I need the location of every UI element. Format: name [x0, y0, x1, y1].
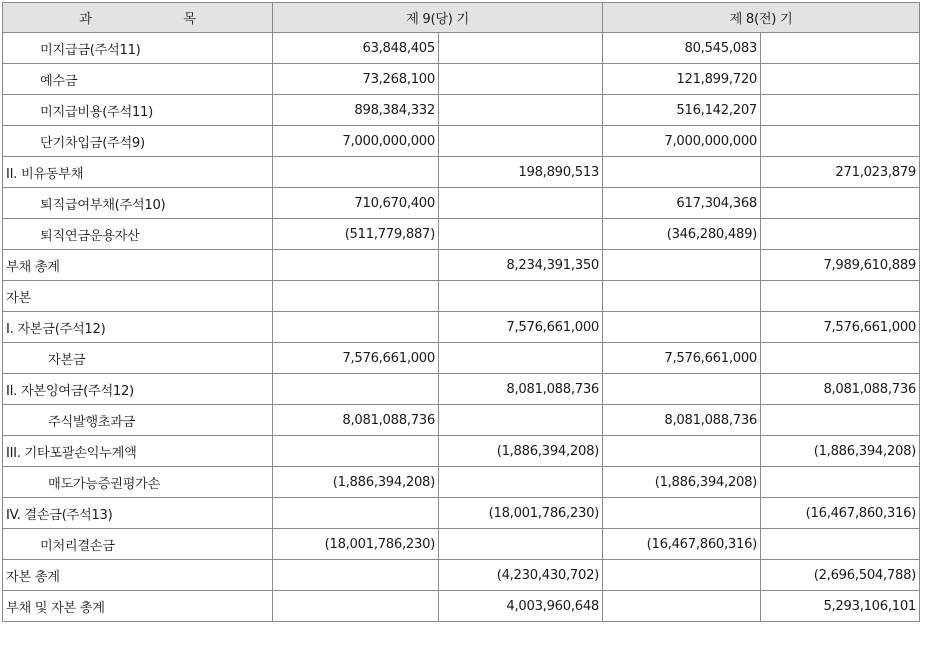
prior-detail-cell: 8,081,088,736: [603, 405, 761, 436]
prior-detail-cell: [603, 281, 761, 312]
account-header-left: 과: [79, 12, 92, 27]
account-label-cell: III. 기타포괄손익누계액: [3, 436, 273, 467]
table-row: [3, 33, 920, 64]
prior-total-cell: [761, 343, 920, 374]
current-detail-cell: 63,848,405: [273, 33, 439, 64]
table-row: [3, 343, 920, 374]
account-label-cell: 퇴직연금운용자산: [3, 219, 273, 250]
table-row: [3, 157, 920, 188]
account-label-cell: II. 자본잉여금(주석12): [3, 374, 273, 405]
account-label-cell: IV. 결손금(주석13): [3, 498, 273, 529]
account-label-cell: I. 자본금(주석12): [3, 312, 273, 343]
table-row: [3, 498, 920, 529]
account-label-cell: II. 비유동부채: [3, 157, 273, 188]
current-total-cell: [439, 188, 603, 219]
current-total-cell: [439, 126, 603, 157]
prior-total-cell: 7,576,661,000: [761, 312, 920, 343]
current-total-cell: [439, 95, 603, 126]
current-total-cell: [439, 343, 603, 374]
table-row: [3, 95, 920, 126]
table-row: [3, 64, 920, 95]
account-label-cell: 부채 및 자본 총계: [3, 591, 273, 622]
current-detail-cell: [273, 560, 439, 591]
prior-total-cell: [761, 405, 920, 436]
prior-total-cell: [761, 281, 920, 312]
current-period-header: 제 9(당) 기: [273, 3, 603, 33]
prior-detail-cell: 617,304,368: [603, 188, 761, 219]
current-detail-cell: 7,000,000,000: [273, 126, 439, 157]
current-total-cell: [439, 33, 603, 64]
table-row: [3, 312, 920, 343]
account-label-cell: 미처리결손금: [3, 529, 273, 560]
prior-detail-cell: (16,467,860,316): [603, 529, 761, 560]
current-detail-cell: (1,886,394,208): [273, 467, 439, 498]
prior-total-cell: [761, 467, 920, 498]
prior-total-cell: (16,467,860,316): [761, 498, 920, 529]
table-body: [3, 33, 920, 622]
prior-detail-cell: [603, 591, 761, 622]
current-total-cell: [439, 64, 603, 95]
table-header-row: [3, 3, 920, 33]
current-total-cell: (4,230,430,702): [439, 560, 603, 591]
prior-total-cell: 7,989,610,889: [761, 250, 920, 281]
prior-total-cell: [761, 33, 920, 64]
account-label-cell: 미지급비용(주석11): [3, 95, 273, 126]
prior-detail-cell: [603, 250, 761, 281]
prior-detail-cell: 80,545,083: [603, 33, 761, 64]
table-row: [3, 560, 920, 591]
current-detail-cell: 898,384,332: [273, 95, 439, 126]
account-label-cell: 자본: [3, 281, 273, 312]
prior-total-cell: [761, 219, 920, 250]
prior-total-cell: [761, 126, 920, 157]
current-detail-cell: [273, 250, 439, 281]
prior-total-cell: 271,023,879: [761, 157, 920, 188]
current-detail-cell: [273, 281, 439, 312]
current-detail-cell: [273, 157, 439, 188]
table-row: [3, 405, 920, 436]
prior-total-cell: [761, 529, 920, 560]
current-total-cell: (18,001,786,230): [439, 498, 603, 529]
prior-detail-cell: 516,142,207: [603, 95, 761, 126]
current-detail-cell: 7,576,661,000: [273, 343, 439, 374]
prior-detail-cell: [603, 157, 761, 188]
current-detail-cell: [273, 591, 439, 622]
prior-detail-cell: (346,280,489): [603, 219, 761, 250]
prior-detail-cell: [603, 312, 761, 343]
current-total-cell: [439, 467, 603, 498]
prior-detail-cell: [603, 374, 761, 405]
current-total-cell: 7,576,661,000: [439, 312, 603, 343]
prior-total-cell: [761, 95, 920, 126]
account-label-cell: 단기차입금(주석9): [3, 126, 273, 157]
prior-detail-cell: [603, 498, 761, 529]
prior-detail-cell: 7,576,661,000: [603, 343, 761, 374]
table-row: [3, 219, 920, 250]
account-column-header: [3, 3, 273, 33]
account-label-cell: 예수금: [3, 64, 273, 95]
account-label-cell: 퇴직급여부채(주석10): [3, 188, 273, 219]
prior-period-header: 제 8(전) 기: [603, 3, 920, 33]
prior-detail-cell: [603, 560, 761, 591]
table-row: [3, 374, 920, 405]
current-total-cell: 8,234,391,350: [439, 250, 603, 281]
prior-total-cell: [761, 64, 920, 95]
current-detail-cell: 73,268,100: [273, 64, 439, 95]
account-header-right: 목: [183, 12, 196, 27]
current-total-cell: 8,081,088,736: [439, 374, 603, 405]
current-detail-cell: 710,670,400: [273, 188, 439, 219]
table-row: [3, 126, 920, 157]
prior-detail-cell: (1,886,394,208): [603, 467, 761, 498]
current-detail-cell: (511,779,887): [273, 219, 439, 250]
current-total-cell: [439, 405, 603, 436]
prior-total-cell: (2,696,504,788): [761, 560, 920, 591]
current-total-cell: [439, 281, 603, 312]
table-row: [3, 591, 920, 622]
account-label-cell: 미지급금(주석11): [3, 33, 273, 64]
table-row: [3, 250, 920, 281]
current-total-cell: [439, 219, 603, 250]
table-row: [3, 467, 920, 498]
prior-total-cell: (1,886,394,208): [761, 436, 920, 467]
prior-total-cell: 8,081,088,736: [761, 374, 920, 405]
prior-detail-cell: [603, 436, 761, 467]
current-detail-cell: [273, 436, 439, 467]
account-label-cell: 부채 총계: [3, 250, 273, 281]
account-label-cell: 주식발행초과금: [3, 405, 273, 436]
prior-detail-cell: 121,899,720: [603, 64, 761, 95]
current-total-cell: (1,886,394,208): [439, 436, 603, 467]
current-total-cell: 198,890,513: [439, 157, 603, 188]
account-label-cell: 자본금: [3, 343, 273, 374]
account-label-cell: 자본 총계: [3, 560, 273, 591]
account-label-cell: 매도가능증권평가손: [3, 467, 273, 498]
prior-detail-cell: 7,000,000,000: [603, 126, 761, 157]
current-detail-cell: [273, 498, 439, 529]
prior-total-cell: 5,293,106,101: [761, 591, 920, 622]
balance-sheet-table: [2, 2, 920, 622]
table-row: [3, 529, 920, 560]
current-total-cell: [439, 529, 603, 560]
table-row: [3, 188, 920, 219]
current-detail-cell: [273, 312, 439, 343]
current-total-cell: 4,003,960,648: [439, 591, 603, 622]
table-row: [3, 281, 920, 312]
prior-total-cell: [761, 188, 920, 219]
current-detail-cell: [273, 374, 439, 405]
balance-sheet-container: [2, 2, 920, 622]
current-detail-cell: 8,081,088,736: [273, 405, 439, 436]
current-detail-cell: (18,001,786,230): [273, 529, 439, 560]
table-row: [3, 436, 920, 467]
